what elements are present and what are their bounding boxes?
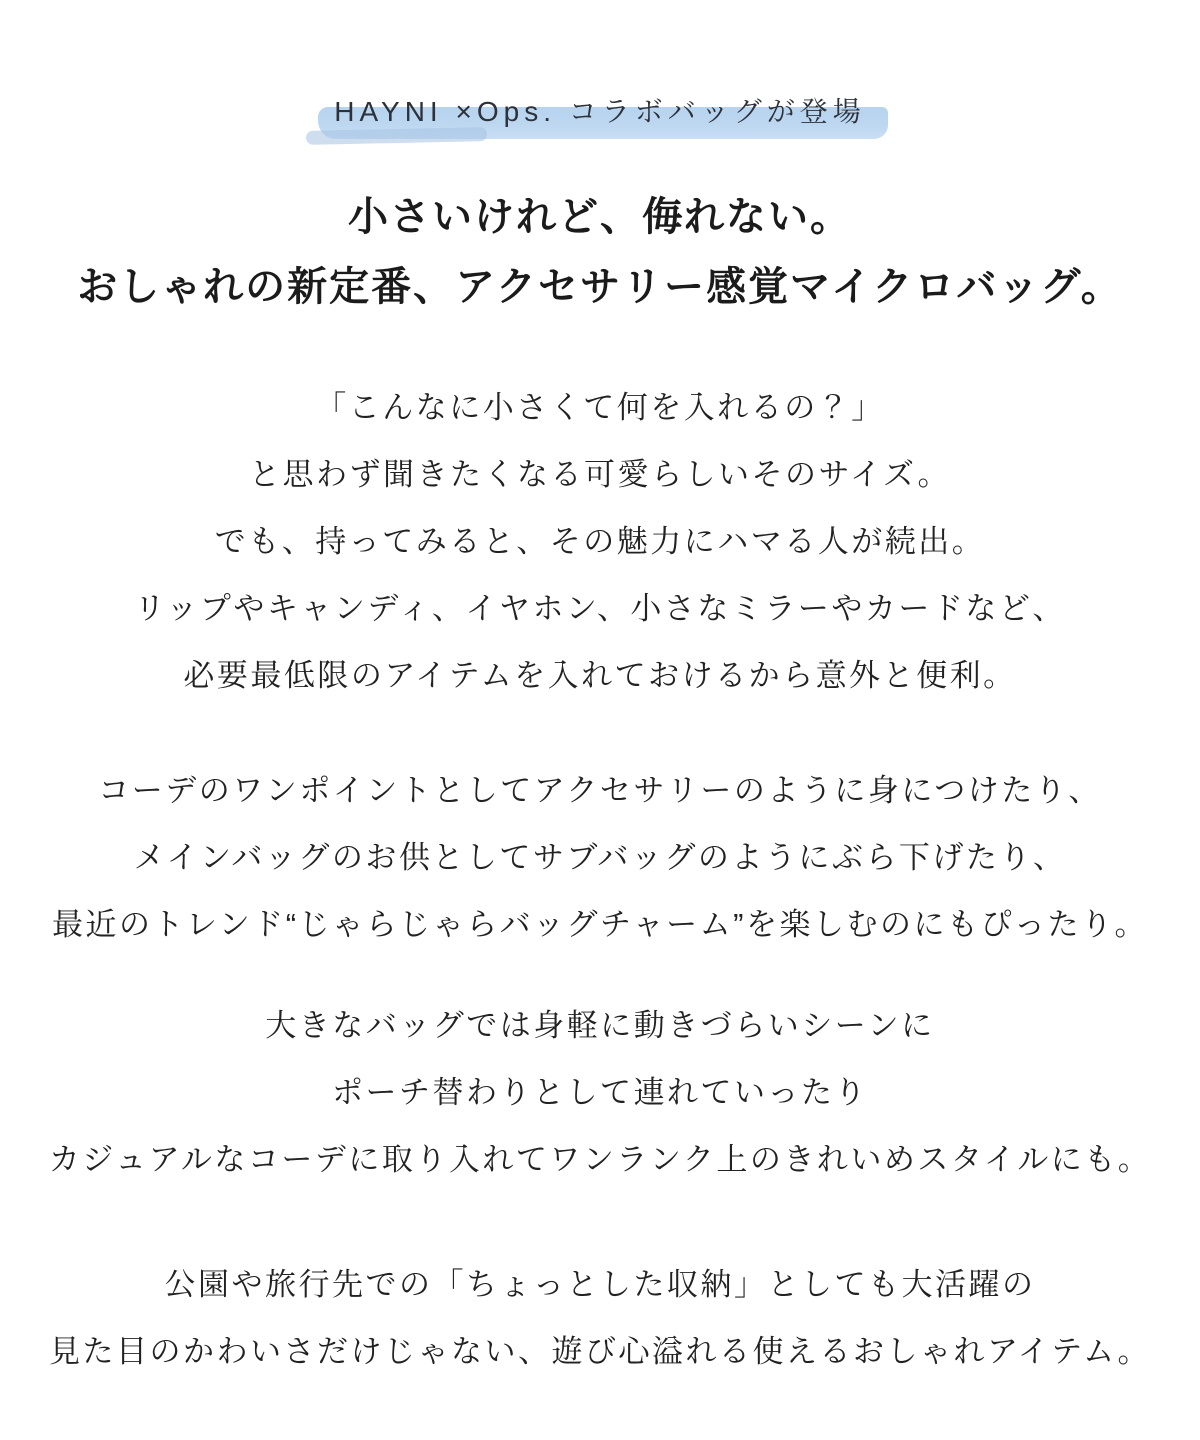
catchcopy-heading	[0, 182, 1200, 322]
heading-line-2: おしゃれの新定番、アクセサリー感覚マイクロバッグ。	[77, 265, 1123, 309]
collab-badge-row	[0, 90, 1200, 134]
body-line: 「こんなに小さくて何を入れるの？」	[315, 390, 885, 425]
body-line: ポーチ替わりとして連れていったり	[332, 1075, 868, 1110]
body-paragraph-1	[0, 374, 1200, 709]
body-line: メインバッグのお供としてサブバッグのようにぶら下げたり、	[133, 840, 1067, 875]
body-paragraph-2	[0, 757, 1200, 958]
body-line: リップやキャンディ、イヤホン、小さなミラーやカードなど、	[134, 591, 1066, 626]
body-line: 最近のトレンド“じゃらじゃらバッグチャーム”を楽しむのにもぴったり。	[52, 907, 1148, 942]
body-paragraph-3	[0, 992, 1200, 1193]
body-line: 見た目のかわいさだけじゃない、遊び心溢れる使えるおしゃれアイテム。	[48, 1334, 1152, 1369]
body-line: 必要最低限のアイテムを入れておけるから意外と便利。	[183, 658, 1017, 693]
body-line: カジュアルなコーデに取り入れてワンランク上のきれいめスタイルにも。	[48, 1142, 1152, 1177]
body-paragraph-4	[0, 1251, 1200, 1385]
collab-badge	[334, 90, 866, 134]
heading-line-1: 小さいけれど、侮れない。	[348, 195, 852, 239]
body-line: 大きなバッグでは身軽に動きづらいシーンに	[265, 1008, 935, 1043]
body-line: 公園や旅行先での「ちょっとした収納」としても大活躍の	[164, 1267, 1036, 1302]
body-line: でも、持ってみると、その魅力にハマる人が続出。	[214, 524, 986, 559]
badge-highlight-tail	[306, 127, 487, 145]
body-line: と思わず聞きたくなる可愛らしいそのサイズ。	[249, 457, 951, 492]
collab-badge-text: HAYNI ×Ops. コラボバッグが登場	[334, 96, 866, 127]
body-line: コーデのワンポイントとしてアクセサリーのように身につけたり、	[98, 773, 1102, 808]
